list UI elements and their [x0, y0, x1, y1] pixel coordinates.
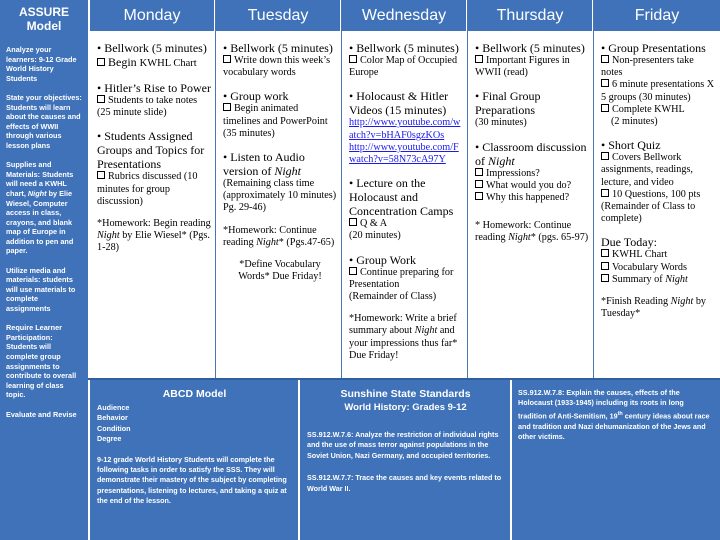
tuesday-write — [223, 55, 337, 79]
friday-covers-text: Covers Bellwork assignments, readings, lecture, and video — [601, 152, 693, 188]
checkbox-icon — [601, 152, 609, 160]
tuesday-column — [216, 0, 342, 380]
friday-due-summary — [601, 274, 716, 286]
friday-finish-b: by Tuesday* — [601, 296, 707, 320]
abcd-list — [97, 403, 292, 445]
sidebar-text-b: by Elie Wiesel, Computer access in class, crayons, and blank map of Europe in addition to pen and paper. Utilize media and materials: students will use materials to complete assignments Require Learner Participation: Students will complete group assignments to contribute to overall learning of class topic. Evaluate and Revise — [6, 188, 77, 419]
thursday-column — [468, 0, 594, 380]
checkbox-icon — [349, 267, 357, 275]
tuesday-group-sub-text: Begin animated timelines and PowerPoint (35 minutes) — [223, 103, 328, 139]
wednesday-continue — [349, 267, 463, 291]
thursday-homework-night: Night — [508, 232, 531, 244]
monday-begin — [97, 55, 211, 71]
tuesday-header: Tuesday — [216, 0, 341, 31]
tuesday-homework — [223, 225, 337, 249]
thursday-important-text: Important Figures in WWII (read) — [475, 55, 570, 79]
checkbox-icon — [475, 180, 483, 188]
tuesday-write-text: Write down this week’s vocabulary words — [223, 55, 331, 79]
friday-due-summary-night: Night — [665, 273, 688, 285]
assure-sidebar — [0, 0, 88, 540]
thursday-impressions — [475, 168, 589, 180]
wednesday-color-map-text: Color Map of Occupied Europe — [349, 55, 458, 79]
monday-begin-kwhl: KWHL Chart — [139, 58, 197, 69]
friday-due-kwhl-text: KWHL Chart — [612, 249, 668, 261]
sss-standard-1: SS.912.W.7.6: Analyze the restriction of individual rights and the use of mass terror against populations in the Soviet Union, Nazi Germany, and occupied territories. — [307, 430, 499, 460]
wednesday-homework-night: Night — [414, 325, 438, 337]
tuesday-define: *Define Vocabulary Words* Due Friday! — [238, 259, 322, 283]
sidebar-text-night: Night — [27, 188, 47, 198]
checkbox-icon — [601, 262, 609, 270]
monday-begin-label: Begin — [108, 55, 140, 69]
thursday-homework — [475, 220, 589, 244]
thursday-why — [475, 192, 589, 204]
friday-questions — [601, 189, 716, 226]
monday-bellwork: • Bellwork (5 minutes) — [97, 41, 207, 55]
tuesday-listen-a: • Listen to Audio version of — [223, 150, 305, 179]
tuesday-listen — [223, 150, 337, 178]
checkbox-icon — [475, 192, 483, 200]
wednesday-remainder: (Remainder of Class) — [349, 291, 437, 303]
checkbox-icon — [475, 55, 483, 63]
checkbox-icon — [601, 79, 609, 87]
friday-non-presenters-text: Non-presenters take notes — [601, 55, 694, 79]
thursday-what-text: What would you do? — [486, 179, 572, 191]
monday-hitler: • Hitler’s Rise to Power — [97, 81, 211, 95]
checkbox-icon — [349, 218, 357, 226]
tuesday-content — [216, 31, 341, 283]
checkbox-icon — [601, 55, 609, 63]
checkbox-icon — [601, 274, 609, 282]
thursday-content — [468, 31, 593, 245]
thursday-final-time: (30 minutes) — [475, 117, 527, 129]
thursday-classroom-night: Night — [488, 153, 515, 168]
monday-content — [90, 31, 215, 255]
sss-standard-2: SS.912.W.7.7: Trace the causes and key events related to World War II. — [307, 473, 502, 493]
std3-text-b: century ideas about race and tradition and Nazi dehumanization of the Jews and other victims. — [518, 411, 710, 442]
friday-complete-time: (2 minutes) — [611, 116, 658, 128]
abcd-title: ABCD Model — [162, 388, 227, 400]
wednesday-column — [342, 0, 468, 380]
monday-hitler-sub — [97, 95, 211, 119]
friday-due-vocab — [601, 262, 716, 274]
std3-text-a: SS.912.W.7.8: Explain the causes, effects of the Holocaust (1933-1945) including its roots in long tradition of Anti-Semitism, 19 — [518, 388, 684, 421]
friday-covers — [601, 152, 716, 189]
thursday-homework-b: * (pgs. 65-97) — [530, 232, 589, 244]
thursday-what — [475, 180, 589, 192]
friday-column — [594, 0, 720, 380]
thursday-important — [475, 55, 589, 79]
tuesday-group-sub — [223, 103, 337, 140]
monday-homework-night: Night — [97, 230, 120, 242]
wednesday-homework — [349, 313, 463, 362]
sidebar-title: ASSURE Model — [18, 5, 69, 33]
tuesday-homework-b: * (Pgs.47-65) — [278, 236, 335, 248]
abcd-body: 9-12 grade World History Students will complete the following tasks in order to satisfy the SSS. They will demonstrate their mastery of the subject by completing presentations, listening to lectures, and taking a quiz at the end of the lesson. — [97, 454, 287, 506]
thursday-classroom-a: • Classroom discussion of — [475, 139, 587, 168]
friday-finish-night: Night — [670, 296, 694, 308]
wednesday-homework-a: *Homework: Write a brief summary about — [349, 313, 457, 337]
friday-questions-text: 10 Questions, 100 pts (Remainder of Class to complete) — [601, 188, 701, 225]
wednesday-qa — [349, 218, 463, 230]
standard-panel — [512, 380, 720, 540]
sidebar-text-a: Analyze your learners: 9-12 Grade World History Students State your objectives: Students will learn about the causes and effects of WWII through various lesson plans Supplies and Materials: Students will need a KWHL chart, — [6, 45, 82, 198]
abcd-item-degree: Degree — [97, 434, 122, 444]
wednesday-group-work: • Group Work — [349, 252, 417, 267]
tuesday-homework-night: Night — [256, 236, 279, 248]
checkbox-icon — [223, 103, 231, 111]
friday-complete — [601, 104, 716, 116]
wednesday-qa-time: (20 minutes) — [349, 230, 401, 242]
abcd-panel — [90, 380, 298, 540]
checkbox-icon — [97, 95, 105, 103]
friday-due: Due Today: — [601, 235, 657, 250]
tuesday-bellwork: • Bellwork (5 minutes) — [223, 41, 333, 55]
thursday-impressions-text: Impressions? — [486, 167, 540, 179]
thursday-homework-a: * Homework: Continue reading — [475, 220, 572, 244]
monday-rubrics-text: Rubrics discussed (10 minutes for group discussion) — [97, 171, 198, 207]
abcd-item-behavior: Behavior — [97, 413, 128, 423]
sidebar-text — [6, 45, 82, 419]
sss-standard-3 — [518, 388, 714, 442]
checkbox-icon — [601, 249, 609, 257]
friday-due-summary-a: Summary of — [612, 273, 666, 285]
monday-homework-a: *Homework: Begin reading — [97, 218, 211, 230]
monday-rubrics — [97, 171, 211, 208]
friday-group-pres: • Group Presentations — [601, 41, 706, 55]
abcd-item-audience: Audience — [97, 403, 130, 412]
monday-homework-b: by Elie Wiesel* (Pgs. 1-28) — [97, 230, 210, 254]
friday-complete-text: Complete KWHL — [612, 103, 685, 115]
thursday-bellwork: • Bellwork (5 minutes) — [475, 41, 585, 55]
wednesday-bellwork: • Bellwork (5 minutes) — [349, 41, 459, 55]
checkbox-icon — [475, 168, 483, 176]
checkbox-icon — [223, 55, 231, 63]
wednesday-content — [342, 31, 467, 362]
sss-panel — [300, 380, 510, 540]
youtube-link-2[interactable]: http://www.youtube.com/Fwatch?v=58N73cA97Y — [349, 141, 459, 166]
wednesday-continue-text: Continue preparing for Presentation — [349, 266, 454, 290]
friday-due-vocab-text: Vocabulary Words — [612, 261, 687, 273]
friday-due-kwhl — [601, 249, 716, 261]
checkbox-icon — [601, 189, 609, 197]
weekly-schedule — [90, 0, 720, 380]
wednesday-lecture: • Lecture on the Holocaust and Concentration Camps — [349, 176, 454, 219]
wednesday-header: Wednesday — [342, 0, 467, 31]
tuesday-group: • Group work — [223, 89, 289, 104]
friday-content — [594, 31, 720, 320]
abcd-item-condition: Condition — [97, 423, 131, 433]
friday-finish — [601, 296, 716, 320]
monday-students: • Students Assigned Groups and Topics for Presentations — [97, 129, 205, 172]
friday-finish-a: *Finish Reading — [601, 296, 671, 308]
thursday-header: Thursday — [468, 0, 593, 31]
checkbox-icon — [349, 55, 357, 63]
sss-subtitle: World History: Grades 9-12 — [344, 402, 467, 413]
monday-hitler-sub-text: Students to take notes (25 minute slide) — [97, 95, 198, 119]
thursday-why-text: Why this happened? — [486, 192, 570, 204]
wednesday-holocaust: • Holocaust & Hitler Videos (15 minutes) — [349, 89, 449, 118]
friday-short-quiz: • Short Quiz — [601, 138, 661, 153]
std3-sup: th — [617, 410, 623, 417]
thursday-classroom — [475, 140, 589, 168]
monday-homework — [97, 218, 211, 255]
tuesday-listen-sub: (Remaining class time (approximately 10 minutes) Pg. 29-46) — [223, 178, 337, 214]
sss-title: Sunshine State Standards — [340, 388, 471, 400]
tuesday-listen-night: Night — [274, 164, 301, 179]
friday-non-presenters — [601, 55, 716, 79]
thursday-final: • Final Group Preparations — [475, 89, 541, 118]
wednesday-color-map — [349, 55, 463, 79]
friday-groups — [601, 79, 716, 103]
monday-header: Monday — [90, 0, 215, 31]
tuesday-homework-a: *Homework: Continue reading — [223, 224, 317, 248]
friday-header: Friday — [594, 0, 720, 31]
checkbox-icon — [97, 58, 105, 66]
wednesday-homework-b: and your impressions thus far* Due Friday! — [349, 325, 458, 361]
friday-groups-text: 6 minute presentations X 5 groups (30 minutes) — [601, 79, 715, 103]
checkbox-icon — [601, 104, 609, 112]
checkbox-icon — [97, 171, 105, 179]
monday-column — [90, 0, 216, 380]
wednesday-qa-text: Q & A — [360, 218, 388, 230]
youtube-link-1[interactable]: http://www.youtube.com/watch?v=bHAF0sgzKOs — [349, 117, 461, 141]
